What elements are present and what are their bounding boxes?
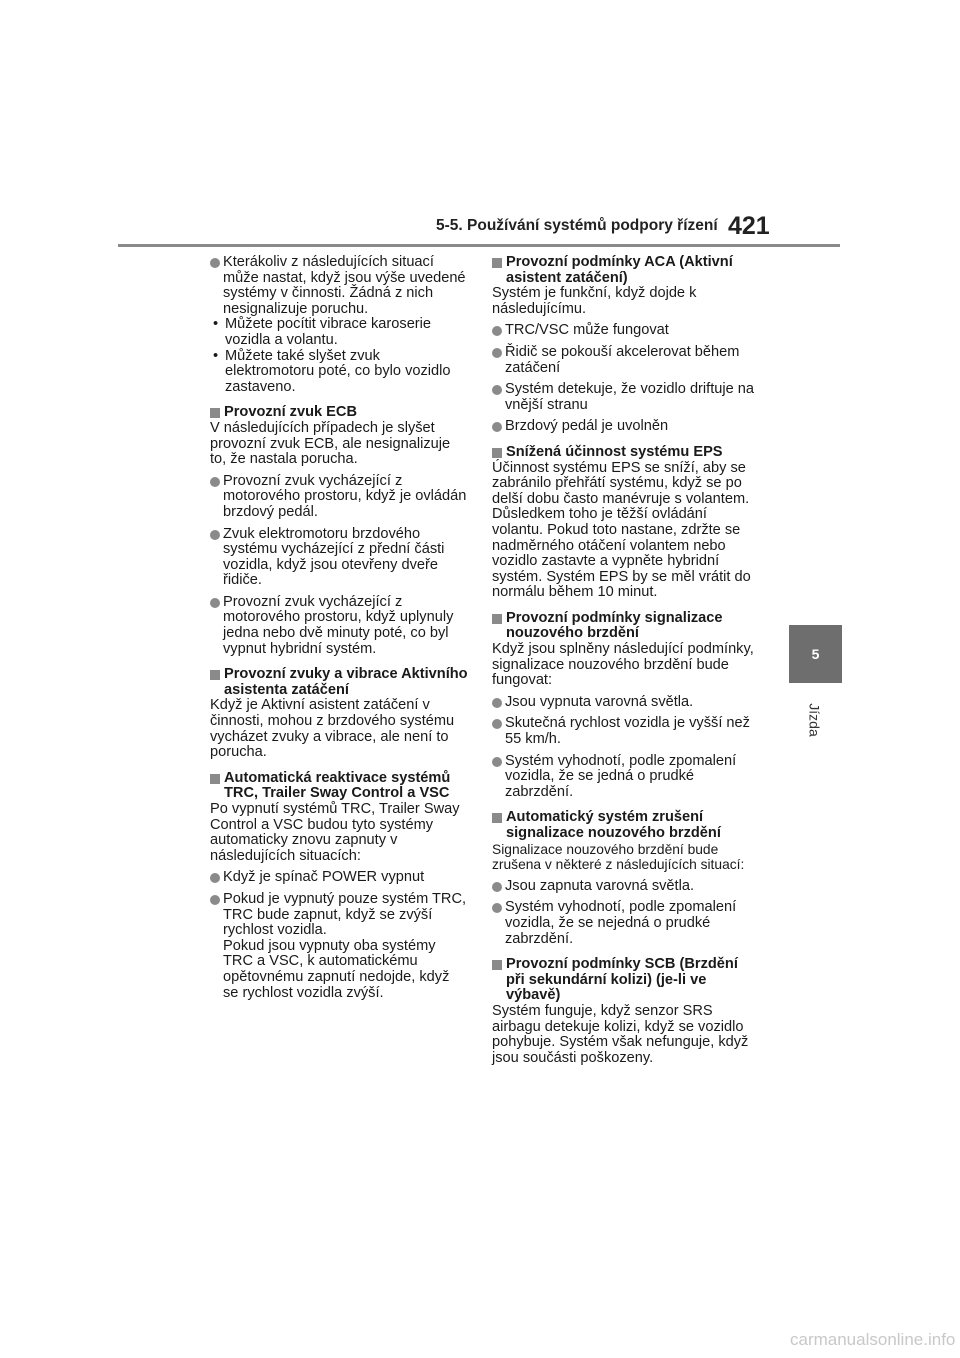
- header-divider: [118, 244, 840, 247]
- section-heading: Automatický systém zrušení signalizace nouzového brzdění: [492, 810, 758, 841]
- bullet-continuation: Pokud jsou vypnuty oba systémy TRC a VSC, k automatickému opětovnému zapnutí nedojde, když se rychlost vozidla zvýší.: [223, 937, 450, 1001]
- paragraph: Když jsou splněny následující podmínky, signalizace nouzového brzdění bude fungovat:: [492, 641, 754, 689]
- bullet-item: Skutečná rychlost vozidla je vyšší než 55 km/h.: [492, 716, 758, 747]
- bullet-item: Řidič se pokouší akcelerovat během zatáčení: [492, 345, 758, 376]
- bullet-item: Systém detekuje, že vozidlo driftuje na vnější stranu: [492, 382, 758, 413]
- chapter-tab: [789, 625, 842, 683]
- bullet-item: Provozní zvuk vycházející z motorového prostoru, když je ovládán brzdový pedál.: [210, 474, 468, 521]
- bullet-item: Jsou zapnuta varovná světla.: [492, 879, 758, 895]
- chapter-label-box: [780, 690, 850, 750]
- section-heading: Provozní zvuk ECB: [210, 405, 468, 421]
- bullet-item: Brzdový pedál je uvolněn: [492, 419, 758, 435]
- paragraph: Signalizace nouzového brzdění bude zrušena v některé z následujících situací:: [492, 841, 745, 873]
- bullet-item: Systém vyhodnotí, podle zpomalení vozidla, že se nejedná o prudké zabrzdění.: [492, 900, 758, 947]
- watermark: carmanualsonline.info: [790, 1330, 956, 1349]
- section-heading: Provozní podmínky SCB (Brzdění při sekundární kolizi) (je-li ve výbavě): [492, 957, 758, 1004]
- paragraph: Když je Aktivní asistent zatáčení v činnosti, mohou z brzdového systému vycházet zvuky a vibrace, ale není to porucha.: [210, 697, 455, 761]
- paragraph: Systém je funkční, když dojde k následujícímu.: [492, 285, 697, 317]
- bullet-item: Systém vyhodnotí, podle zpomalení vozidla, že se jedná o prudké zabrzdění.: [492, 754, 758, 801]
- left-column: [210, 255, 468, 1001]
- section-heading: Provozní podmínky ACA (Aktivní asistent zatáčení): [492, 255, 758, 286]
- bullet-item: Pokud je vypnutý pouze systém TRC, TRC bude zapnut, když se zvýší rychlost vozidla.: [210, 892, 468, 939]
- bullet-item: Provozní zvuk vycházející z motorového prostoru, když uplynuly jedna nebo dvě minuty poté, co byl vypnut hybridní systém.: [210, 595, 468, 657]
- paragraph: Účinnost systému EPS se sníží, aby se zabránilo přehřátí systému, když se po delší dobu často manévruje s volantem. Důsledkem toho je těžší ovládání volantu. Pokud toto nastane, zdržte se nadměrného otáčení volantem nebo vozidlo zastavte a vypněte hybridní systém. Systém EPS by se měl vrátit do normálu během 10 minut.: [492, 459, 751, 601]
- section-heading: Provozní zvuky a vibrace Aktivního asistenta zatáčení: [210, 667, 468, 698]
- bullet-item: Zvuk elektromotoru brzdového systému vycházející z přední části vozidla, když jsou otevřeny dveře řidiče.: [210, 527, 468, 589]
- section-heading: Automatická reaktivace systémů TRC, Trailer Sway Control a VSC: [210, 771, 468, 802]
- bullet-item: Jsou vypnuta varovná světla.: [492, 695, 758, 711]
- paragraph: Po vypnutí systémů TRC, Trailer Sway Control a VSC budou tyto systémy automaticky znovu zapnuty v následujících situacích:: [210, 801, 460, 864]
- intro-block: [210, 255, 468, 395]
- paragraph: V následujících případech je slyšet provozní zvuk ECB, ale nesignalizuje to, že nastala porucha.: [210, 419, 451, 468]
- paragraph: Systém funguje, když senzor SRS airbagu detekuje kolizi, když se vozidlo pohybuje. Systém však nefunguje, když jsou součásti poškozeny.: [492, 1002, 749, 1066]
- page-number: 421: [728, 212, 770, 240]
- bullet-item: TRC/VSC může fungovat: [492, 323, 758, 339]
- dash-item: • Můžete pocítit vibrace karoserie vozidla a volantu.: [210, 317, 468, 348]
- section-heading: Provozní podmínky signalizace nouzového brzdění: [492, 611, 758, 642]
- section-title: 5-5. Používání systémů podpory řízení: [436, 217, 718, 234]
- section-heading: Snížená účinnost systému EPS: [492, 445, 758, 461]
- bullet-item: Kterákoliv z následujících situací může nastat, když jsou výše uvedené systémy v činnosti. Žádná z nich nesignalizuje poruchu.: [210, 255, 468, 317]
- chapter-label: Jízda: [807, 703, 823, 737]
- right-column: [492, 255, 758, 1072]
- bullet-item: Když je spínač POWER vypnut: [210, 870, 468, 886]
- dash-item: • Můžete také slyšet zvuk elektromotoru poté, co bylo vozidlo zastaveno.: [210, 349, 468, 396]
- chapter-number: 5: [811, 646, 820, 662]
